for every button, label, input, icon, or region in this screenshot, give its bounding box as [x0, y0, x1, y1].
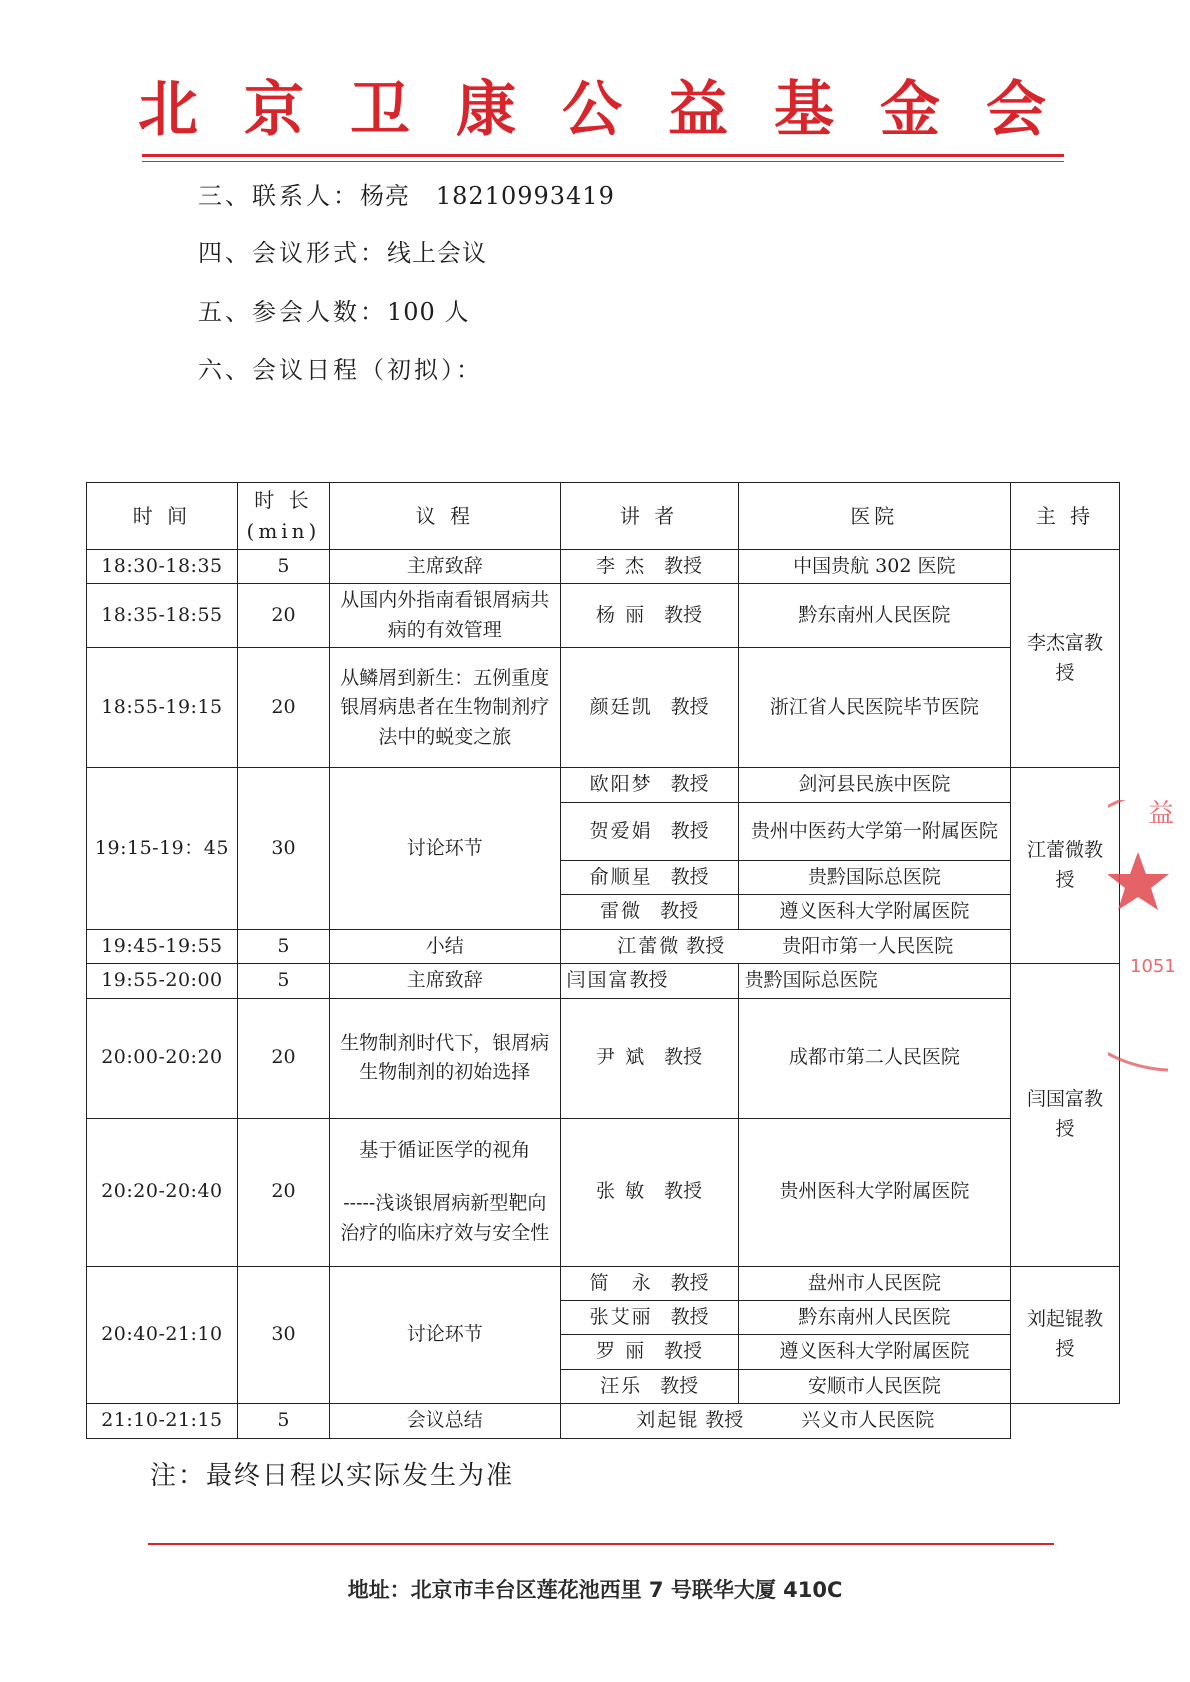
table-row: 贺爱娟 教授 贵州中医药大学第一附属医院: [87, 802, 1120, 860]
agenda-heading: 六、会议日程（初拟）：: [198, 356, 483, 384]
agenda-table: [86, 482, 1120, 1439]
table-row: 19:55-20:00 5 主席致辞 闫国富教授 贵黔国际总医院 闫国富教授: [87, 964, 1120, 998]
table-row: 20:40-21:10 30 讨论环节 简 永 教授 盘州市人民医院 刘起锟教授: [87, 1266, 1120, 1300]
attendee-count-line: 五、参会人数：100 人: [198, 298, 470, 326]
header-time: 时 间: [87, 483, 238, 550]
table-row: 18:35-18:55 20 从国内外指南看银屑病共病的有效管理 杨 丽 教授 黔东南州人民医院: [87, 584, 1120, 648]
table-row: 19:45-19:55 5 小结 江蕾微 教授 贵阳市第一人民医院: [87, 929, 1120, 963]
table-row: 张艾丽 教授 黔东南州人民医院: [87, 1300, 1120, 1334]
red-seal-stamp: [1108, 800, 1190, 1080]
table-row: 21:10-21:15 5 会议总结 刘起锟 教授 兴义市人民医院: [87, 1404, 1120, 1438]
table-row: 18:55-19:15 20 从鳞屑到新生：五例重度银屑病患者在生物制剂疗法中的蜕变之旅 颜廷凯 教授 浙江省人民医院毕节医院: [87, 648, 1120, 768]
header-duration: 时 长 (min): [237, 483, 329, 550]
meeting-format-line: 四、会议形式：线上会议: [198, 239, 487, 267]
host-cell-4: 刘起锟教授: [1011, 1266, 1120, 1404]
seal-star-icon: [1108, 852, 1169, 910]
host-cell-1: 李杰富教授: [1011, 550, 1120, 768]
footer-rule: [148, 1543, 1054, 1545]
header-rule-thin: [142, 161, 1064, 162]
table-row: 20:20-20:40 20 基于循证医学的视角 -----浅谈银屑病新型靶向治疗的临床疗效与安全性 张 敏 教授 贵州医科大学附属医院: [87, 1118, 1120, 1266]
seal-character: 益: [1148, 800, 1175, 829]
table-row: 20:00-20:20 20 生物制剂时代下，银屑病生物制剂的初始选择 尹 斌 教授 成都市第二人民医院: [87, 998, 1120, 1118]
host-cell-3: 闫国富教授: [1011, 964, 1120, 1266]
header-rule-thick: [142, 154, 1064, 157]
organization-letterhead-title: 北京卫康公益基金会: [138, 75, 1092, 145]
table-row: 罗 丽 教授 遵义医科大学附属医院: [87, 1335, 1120, 1369]
table-header-row: [87, 483, 1120, 550]
table-row: 汪乐 教授 安顺市人民医院: [87, 1369, 1120, 1403]
header-agenda: 议 程: [330, 483, 560, 550]
table-row: 雷微 教授 遵义医科大学附属医院: [87, 895, 1120, 929]
table-row: 俞顺星 教授 贵黔国际总医院: [87, 860, 1120, 894]
header-hospital: 医院: [738, 483, 1010, 550]
header-speaker: 讲 者: [560, 483, 738, 550]
header-host: 主 持: [1011, 483, 1120, 550]
seal-number: 1051: [1130, 956, 1176, 977]
host-cell-2: 江蕾微教授: [1011, 768, 1120, 964]
table-row: 18:30-18:35 5 主席致辞 李 杰 教授 中国贵航 302 医院 李杰富教授: [87, 550, 1120, 584]
schedule-note: 注：最终日程以实际发生为准: [150, 1461, 515, 1491]
contact-line: 三、联系人：杨亮 18210993419: [198, 182, 615, 210]
footer-address: 地址：北京市丰台区莲花池西里 7 号联华大厦 410C: [347, 1578, 843, 1602]
table-row: 19:15-19：45 30 讨论环节 欧阳梦 教授 剑河县民族中医院 江蕾微教授: [87, 768, 1120, 802]
